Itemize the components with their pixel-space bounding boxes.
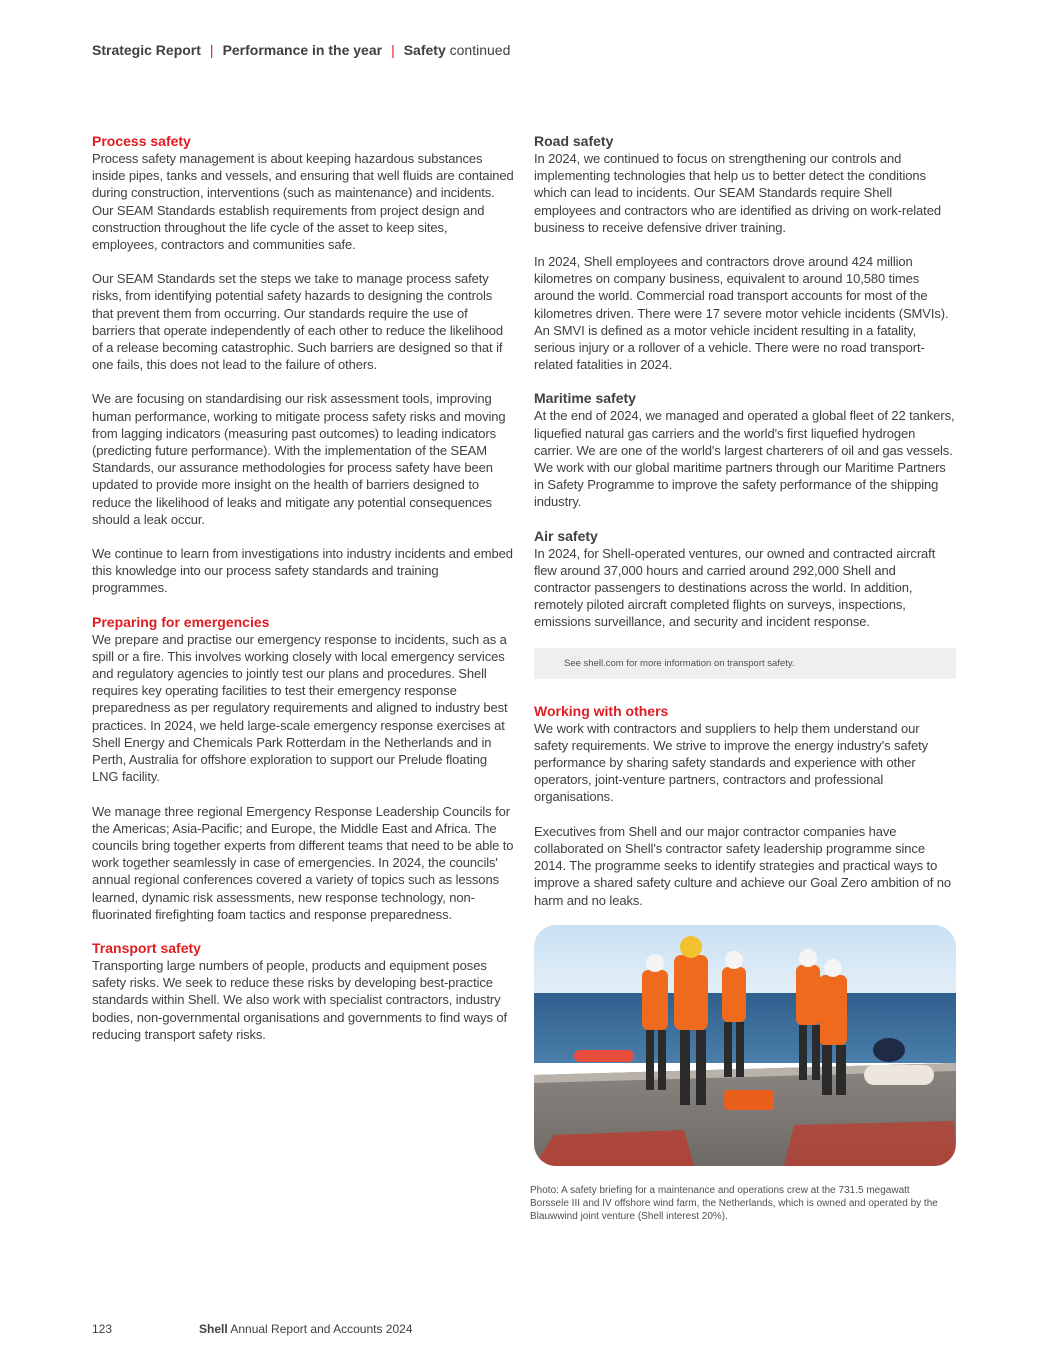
section-process-safety <box>92 133 514 597</box>
section-road-safety <box>534 133 956 373</box>
heading-maritime-safety: Maritime safety <box>534 390 636 407</box>
crew-photo-illustration <box>534 925 956 1166</box>
photo-caption: Photo: A safety briefing for a maintenance and operations crew at the 731.5 megawatt Borssele III and IV offshore wind farm, the Netherlands, which is owned and operated by the Blauwwind joint venture (Shell interest 20%). <box>530 1185 938 1222</box>
breadcrumb <box>92 42 510 58</box>
paragraph: In 2024, for Shell-operated ventures, our owned and contracted aircraft flew around 37,000 hours and carried around 292,000 Shell and contractor passengers to destinations across the world. In addition, remotely piloted aircraft completed flights on surveys, inspections, emissions surveillance, and security and incident response. <box>534 545 936 630</box>
right-column <box>534 133 956 926</box>
paragraph: We work with contractors and suppliers to help them understand our safety requirements. We strive to improve the energy industry's safety performance by sharing safety standards and experience with other operators, joint-venture partners, contractors and professional organisations. <box>534 720 929 805</box>
paragraph: We prepare and practise our emergency response to incidents, such as a spill or a fire. This involves working closely with local emergency services and regulatory agencies to jointly test our plans and procedures. Shell requires key operating facilities to test their emergency response preparedness as per regulatory requirements and aligned to industry best practices. In 2024, we held large-scale emergency response exercises at Shell Energy and Chemicals Park Rotterdam in the Netherlands and in Perth, Australia for offshore exploration to support our Prelude floating LNG facility. <box>92 631 508 785</box>
breadcrumb-separator: | <box>209 42 214 58</box>
paragraph: In 2024, Shell employees and contractors drove around 424 million kilometres on company business, equivalent to around 10,580 times around the world. Commercial road transport accounts for most of the kilometres driven. There were 17 severe motor vehicle incidents (SMVIs). An SMVI is defined as a motor vehicle incident resulting in a fatality, serious injury or a rollover of a vehicle. There were no road transport-related fatalities in 2024. <box>534 254 949 373</box>
breadcrumb-strategic-report: Strategic Report <box>92 42 201 58</box>
paragraph: Process safety management is about keeping hazardous substances inside pipes, tanks and vessels, and ensuring that well fluids are contained during construction, interventions (such as maintenance) and incidents. Our SEAM Standards establish requirements from project design and construction throughout the life cycle of the asset to keep sites, employees, contractors and communities safe. <box>92 151 514 253</box>
breadcrumb-safety: Safety <box>403 42 446 58</box>
page-number: 123 <box>92 1322 113 1336</box>
crew-photo <box>534 925 956 1166</box>
report-title: Annual Report and Accounts 2024 <box>230 1322 413 1336</box>
section-emergencies <box>92 614 514 923</box>
paragraph: Executives from Shell and our major contractor companies have collaborated on Shell's contractor safety leadership programme since 2014. The programme seeks to identify strategies and practical ways to improve a shared safety culture and achieve our Goal Zero ambition of no harm and no leaks. <box>534 823 951 908</box>
info-note: See shell.com for more information on transport safety. <box>534 648 956 679</box>
heading-road-safety: Road safety <box>534 133 614 149</box>
heading-transport: Transport safety <box>92 939 201 956</box>
section-maritime-safety <box>534 390 956 510</box>
paragraph: We are focusing on standardising our risk assessment tools, improving human performance, working to mitigate process safety risks and moving from lagging indicators (measuring past outcomes) to leading indicators (predicting future performance). With the implementation of the SEAM Standards, our assurance methodologies for process safety have been updated to provide more insight on the health of barriers designed to reduce the likelihood of leaks and mitigate any potential consequences should a leak occur. <box>92 391 506 527</box>
paragraph: At the end of 2024, we managed and operated a global fleet of 22 tankers, liquefied natural gas carriers and the world's first liquefied hydrogen carrier. We are one of the world's largest charterers of oil and gas vessels. We work with our global maritime partners through our Maritime Partners in Safety Programme to improve the safety performance of the shipping industry. <box>534 408 955 510</box>
paragraph: Our SEAM Standards set the steps we take to manage process safety risks, from identifying potential safety hazards to designing the controls that prevent them from occurring. Our standards require the use of barriers that operate independently of each other to reduce the likelihood of a release becoming catastrophic. Such barriers are designed so that if one fails, this does not lead to the failure of others. <box>92 271 504 373</box>
paragraph: In 2024, we continued to focus on strengthening our controls and implementing technologies that help us to better detect the conditions which can lead to incidents. Our SEAM Standards require Shell employees and contractors who are identified as driving on work-related business to receive defensive driver training. <box>534 151 941 235</box>
page-footer <box>92 1322 413 1336</box>
paragraph: We continue to learn from investigations into industry incidents and embed this knowledge into our process safety standards and training programmes. <box>92 546 513 596</box>
heading-air-safety: Air safety <box>534 527 598 544</box>
heading-emergencies: Preparing for emergencies <box>92 613 270 630</box>
heading-working-with-others: Working with others <box>534 702 669 719</box>
breadcrumb-separator: | <box>391 42 395 58</box>
heading-process-safety: Process safety <box>92 133 191 149</box>
section-working-with-others <box>534 703 956 909</box>
paragraph: We manage three regional Emergency Response Leadership Councils for the Americas; Asia-Pacific; and Europe, the Middle East and Africa. The councils bring together experts from different teams that need to be able to work together seamlessly in case of emergencies. In 2024, the councils' annual regional conferences covered a variety of topics such as lessons learned, dynamic risk assessments, new response technology, non-fluorinated firefighting foam tactics and response preparedness. <box>92 803 514 922</box>
section-air-safety <box>534 528 956 631</box>
footer-brand <box>199 1322 413 1336</box>
section-transport <box>92 940 514 1043</box>
left-column <box>92 133 514 1060</box>
brand-name: Shell <box>199 1322 228 1336</box>
paragraph: Transporting large numbers of people, products and equipment poses safety risks. We seek to reduce these risks by developing best-practice standards within Shell. We also work with specialist contractors, industry bodies, non-governmental organisations and governments to find ways of reducing transport safety risks. <box>92 957 508 1042</box>
breadcrumb-performance: Performance in the year <box>222 42 383 58</box>
breadcrumb-continued: continued <box>449 42 511 58</box>
